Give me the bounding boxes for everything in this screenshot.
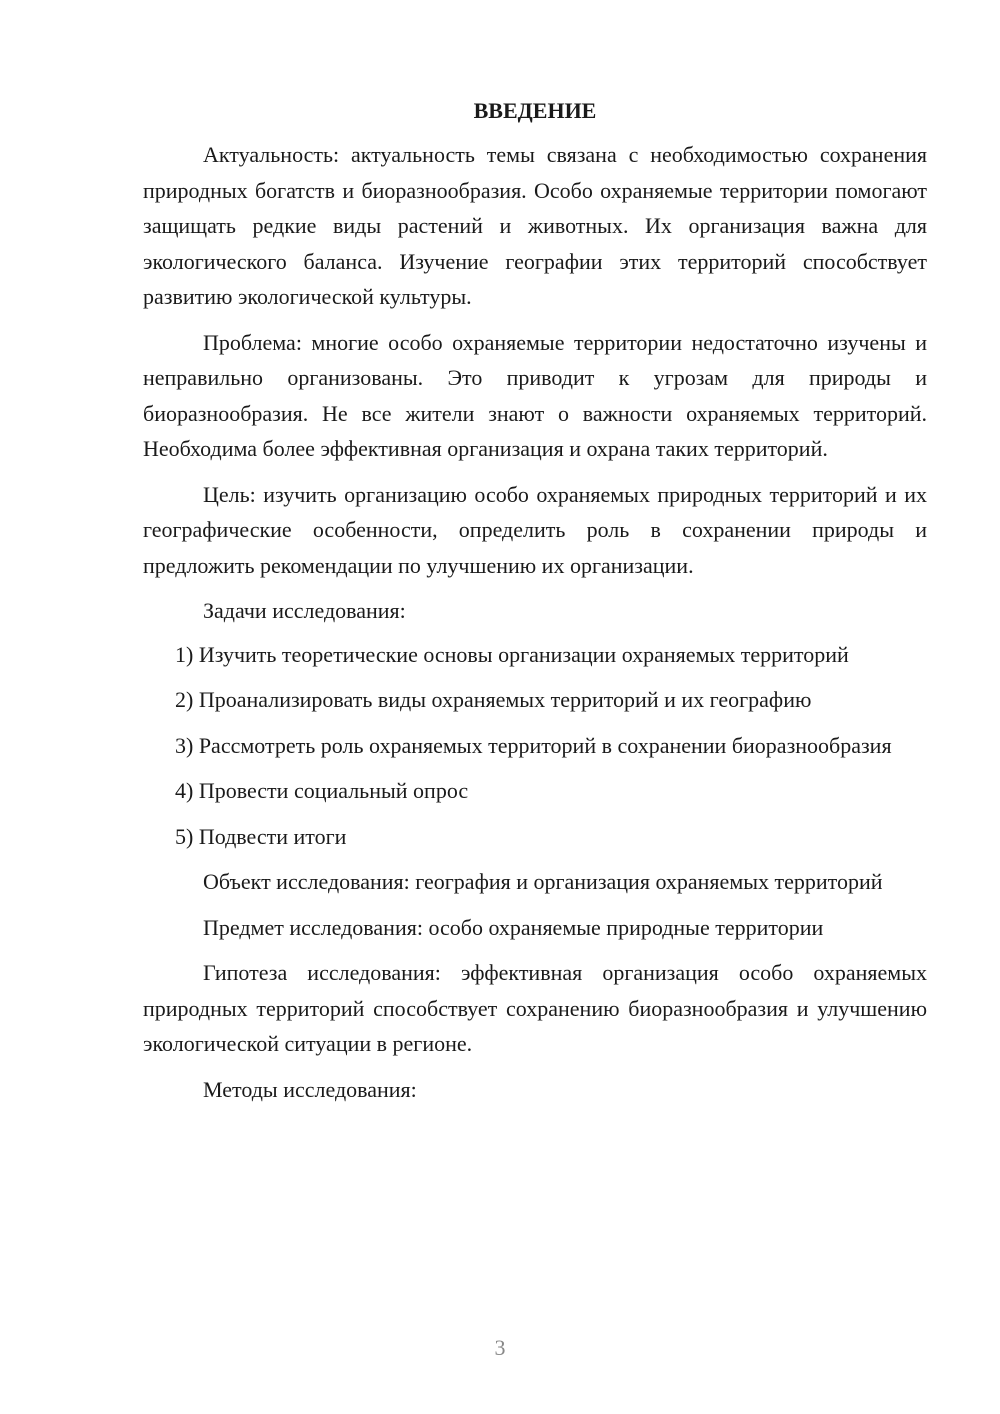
section-title: ВВЕДЕНИЕ: [473, 98, 597, 123]
task-item-2: 2) Проанализировать виды охраняемых территорий и их географию: [175, 687, 812, 712]
document-page: [143, 96, 927, 1117]
paragraph-goal: Цель: изучить организацию особо охраняемых природных территорий и их географические особенности, определить роль в сохранении природы и предложить рекомендации по улучшению их организации.: [143, 481, 927, 578]
task-item-3: 3) Рассмотреть роль охраняемых территорий в сохранении биоразнообразия: [175, 732, 892, 758]
task-item-5: 5) Подвести итоги: [175, 823, 347, 849]
paragraph-hypothesis: Гипотеза исследования: эффективная организация особо охраняемых природных территорий способствует сохранению биоразнообразия и улучшению экологической ситуации в регионе.: [143, 960, 927, 1056]
paragraph-relevance: Актуальность: актуальность темы связана с необходимостью сохранения природных богатств и биоразнообразия. Особо охраняемые территории помогают защищать редкие виды растений и животных. Их организация важна для экологического баланса. Изучение географии этих территорий способствует развитию экологической культуры.: [143, 142, 927, 309]
paragraph-object: Объект исследования: география и организация охраняемых территорий: [203, 869, 883, 894]
task-item-4: 4) Провести социальный опрос: [175, 778, 469, 803]
task-item-1: 1) Изучить теоретические основы организации охраняемых территорий: [175, 641, 849, 667]
page-number: 3: [494, 1335, 506, 1360]
paragraph-subject: Предмет исследования: особо охраняемые природные территории: [203, 914, 824, 940]
methods-heading: Методы исследования:: [203, 1076, 417, 1102]
paragraph-problem: Проблема: многие особо охраняемые территории недостаточно изучены и неправильно организованы. Это приводит к угрозам для природы и биоразнообразия. Не все жители знают о важности охраняемых территорий. Необходима более эффективная организация и охрана таких территорий.: [143, 329, 927, 461]
tasks-heading: Задачи исследования:: [203, 598, 406, 623]
